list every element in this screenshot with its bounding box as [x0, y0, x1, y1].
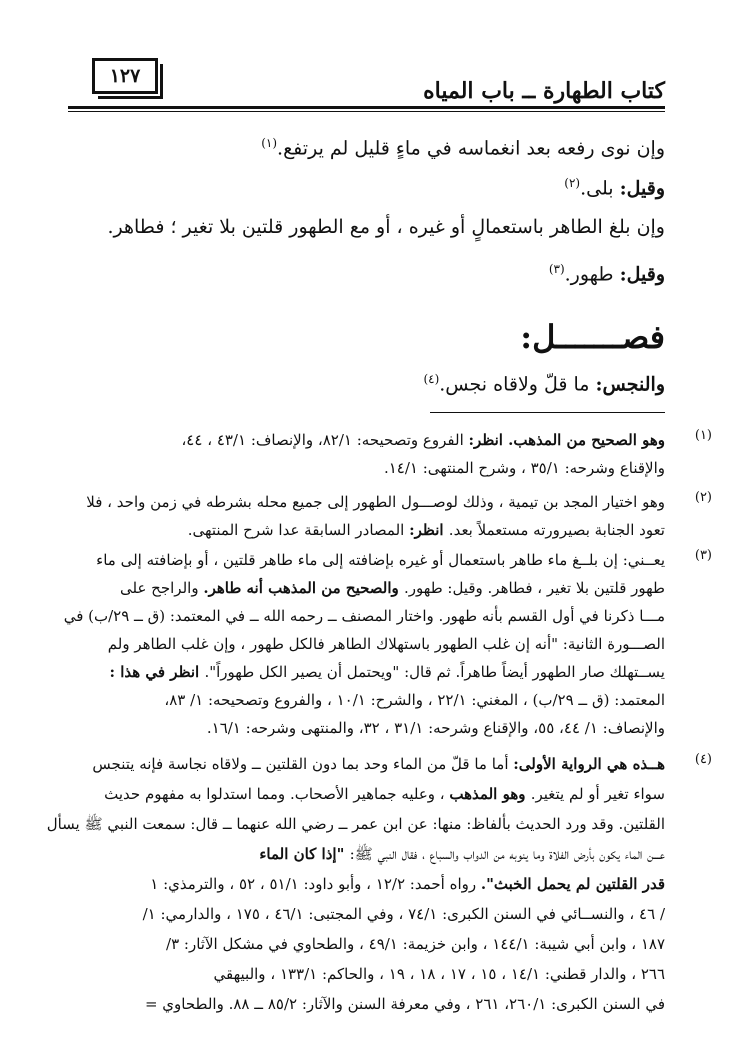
- footnote-text: رواه أحمد: ١٢/٢ ، وأبو داود: ٥١/١ ، ٥٢ ، والترمذي: ١: [150, 875, 481, 893]
- footnote-line: [64, 604, 665, 628]
- footnote-line: [164, 688, 665, 712]
- body-paragraph-2: [564, 168, 665, 203]
- footnote-bold: هــذه هي الرواية الأولى:: [513, 755, 665, 773]
- body-paragraph-3: [107, 212, 665, 242]
- footnote-marker: (٢): [694, 490, 712, 505]
- footnote-text: ٢٦٦ ، والدار قطني: ١٤/١ ، ١٥ ، ١٧ ، ١٨ ، ١٩ ، والحاكم: ١٣٣/١ ، والبيهقي: [213, 965, 665, 983]
- footnote-bold: والصحيح من المذهب أنه طاهر.: [203, 579, 405, 597]
- footnote-text: يســتهلك صار الطهور أيضاً طاهراً. ثم قال: "ويحتمل أن يصير الكل طهوراً".: [204, 663, 665, 681]
- body-text: طهور.: [564, 263, 620, 286]
- body-text: وإن بلغ الطاهر باستعمالٍ أو غيره ، أو مع الطهور قلتين بلا تغير ؛ فطاهر.: [107, 216, 665, 238]
- footnote-text: الفروع وتصحيحه: ٨٢/١، والإنصاف: ٤٣/١ ، ٤٤،: [181, 431, 469, 449]
- footnote-bold: وهو المذهب: [449, 785, 531, 803]
- footnote-line: [47, 812, 665, 836]
- footnote-text: عـــن الماء يكون بأرض الفلاة وما ينوبه من الدواب والسباع ، فقال النبي ﷺ:: [349, 845, 665, 863]
- footnote-line: [96, 548, 665, 572]
- footnote-line: [109, 660, 665, 684]
- footnote-ref: (٢): [564, 176, 581, 190]
- footnote-line: [108, 632, 665, 656]
- footnote-text: والراجح على: [120, 579, 204, 597]
- footnote-text: والإنصاف: ١/ ٤٤، ٥٥، والإقناع وشرحه: ٣١/١ ، ٣٢، والمنتهى وشرحه: ١٦/١.: [206, 719, 665, 737]
- footnote-bold: "إذا كان الماء: [259, 845, 350, 863]
- footnote-line: [181, 428, 665, 452]
- footnote-line: [86, 490, 665, 514]
- body-text: ما قلّ ولاقاه نجس.: [439, 373, 596, 396]
- footnote-line: [166, 932, 665, 956]
- footnote-line: [150, 872, 665, 896]
- footnote-text: القلتين. وقد ورد الحديث بألفاظ: منها: عن ابن عمر ــ رضي الله عنهما ــ قال: سمعت النبي ﷺ يسأل: [46, 815, 665, 833]
- header-rule: [68, 106, 665, 109]
- footnote-ref: (٤): [423, 372, 440, 386]
- body-paragraph-4: [549, 254, 665, 289]
- body-text: وإن نوى رفعه بعد انغماسه في ماءٍ قليل لم يرتفع.: [277, 137, 665, 160]
- body-lead: وقيل:: [619, 177, 665, 200]
- body-lead: وقيل:: [619, 263, 665, 286]
- header-rule-thin: [68, 111, 665, 112]
- footnote-text: يعــني: إن بلــغ ماء طاهر باستعمال أو غيره بإضافته إلى ماء طاهر قلتين ، أو بإضافته إلى ماء: [96, 551, 665, 569]
- section-paragraph-1: [423, 364, 665, 399]
- footnote-text: والإقناع وشرحه: ٣٥/١ ، وشرح المنتهى: ١٤/١.: [383, 459, 665, 477]
- footnote-text: وهو اختيار المجد بن تيمية ، وذلك لوصـــول الطهور إلى جميع محله بشرطه في زمن واحد ، فلا: [86, 493, 665, 511]
- footnote-text: المعتمد: (ق ــ ٢٩/ب) ، المغني: ٢٢/١ ، والشرح: ١٠/١ ، والفروع وتصحيحه: ١/ ٨٣،: [164, 691, 665, 709]
- footnote-text: مـــا ذكرنا في أول القسم بأنه طهور. واختار المصنف ــ رحمه الله ــ في المعتمد: (ق ــ ٢٩/ب) في: [63, 607, 665, 625]
- footnote-line: [384, 456, 665, 480]
- footnote-bold: انظر في هذا :: [109, 663, 205, 681]
- footnote-text: تعود الجنابة بصيرورته مستعملاً بعد.: [448, 521, 665, 539]
- footnote-line: [104, 782, 665, 806]
- footnote-line: [143, 902, 665, 926]
- footnote-line: [259, 842, 665, 866]
- footnote-line: [92, 752, 665, 776]
- footnote-bold: انظر:: [409, 521, 449, 539]
- body-lead: والنجس:: [595, 373, 665, 396]
- footnote-text: في السنن الكبرى: ٢٦٠/١، ٢٦١ ، وفي معرفة السنن والآثار: ٨٥/٢ ــ ٨٨. والطحاوي =: [144, 995, 665, 1013]
- footnote-marker: (١): [694, 428, 712, 443]
- footnote-line: [145, 992, 665, 1016]
- body-paragraph-1: [261, 128, 665, 163]
- footnote-line: [188, 518, 665, 542]
- footnote-line: [214, 962, 665, 986]
- footnote-ref: (١): [261, 136, 278, 150]
- footnote-text: / ٤٦ ، والنســائي في السنن الكبرى: ٧٤/١ ، وفي المجتبى: ٤٦/١ ، ١٧٥ ، والدارمي: ١/: [142, 905, 665, 923]
- footnote-bold: قدر القلتين لم يحمل الخبث".: [480, 875, 665, 893]
- running-title: كتاب الطهارة ــ باب المياه: [423, 78, 665, 104]
- page-number: ١٢٧: [92, 58, 158, 94]
- footnote-text: أما ما قلّ من الماء وحد بما دون القلتين ــ ولاقاه نجاسة فإنه يتنجس: [92, 755, 514, 773]
- footnote-line: [207, 716, 665, 740]
- footnote-text: ، وعليه جماهير الأصحاب. ومما استدلوا به مفهوم حديث: [104, 785, 450, 803]
- footnote-marker: (٤): [694, 752, 712, 767]
- footnote-marker: (٣): [694, 548, 712, 563]
- footnote-text: سواء تغير أو لم يتغير.: [530, 785, 665, 803]
- footnote-text: الصـــورة الثانية: "أنه إن غلب الطهور باستهلاك الطاهر فالكل طهور ، وإن غلب الطاهر ولم: [107, 635, 665, 653]
- footnote-text: ١٨٧ ، وابن أبي شيبة: ١٤٤/١ ، وابن خزيمة: ٤٩/١ ، والطحاوي في مشكل الآثار: ٣/: [166, 935, 665, 953]
- section-heading: فصـــــــل:: [520, 318, 665, 356]
- footnote-bold: وهو الصحيح من المذهب. انظر:: [468, 431, 665, 449]
- footnote-line: [120, 576, 665, 600]
- body-text: بلى.: [580, 177, 620, 200]
- footnote-text: طهور قلتين بلا تغير ، فطاهر. وقيل: طهور.: [404, 579, 665, 597]
- footnote-text: المصادر السابقة عدا شرح المنتهى.: [187, 521, 410, 539]
- footnote-ref: (٣): [548, 262, 565, 276]
- footnote-divider: [430, 412, 665, 413]
